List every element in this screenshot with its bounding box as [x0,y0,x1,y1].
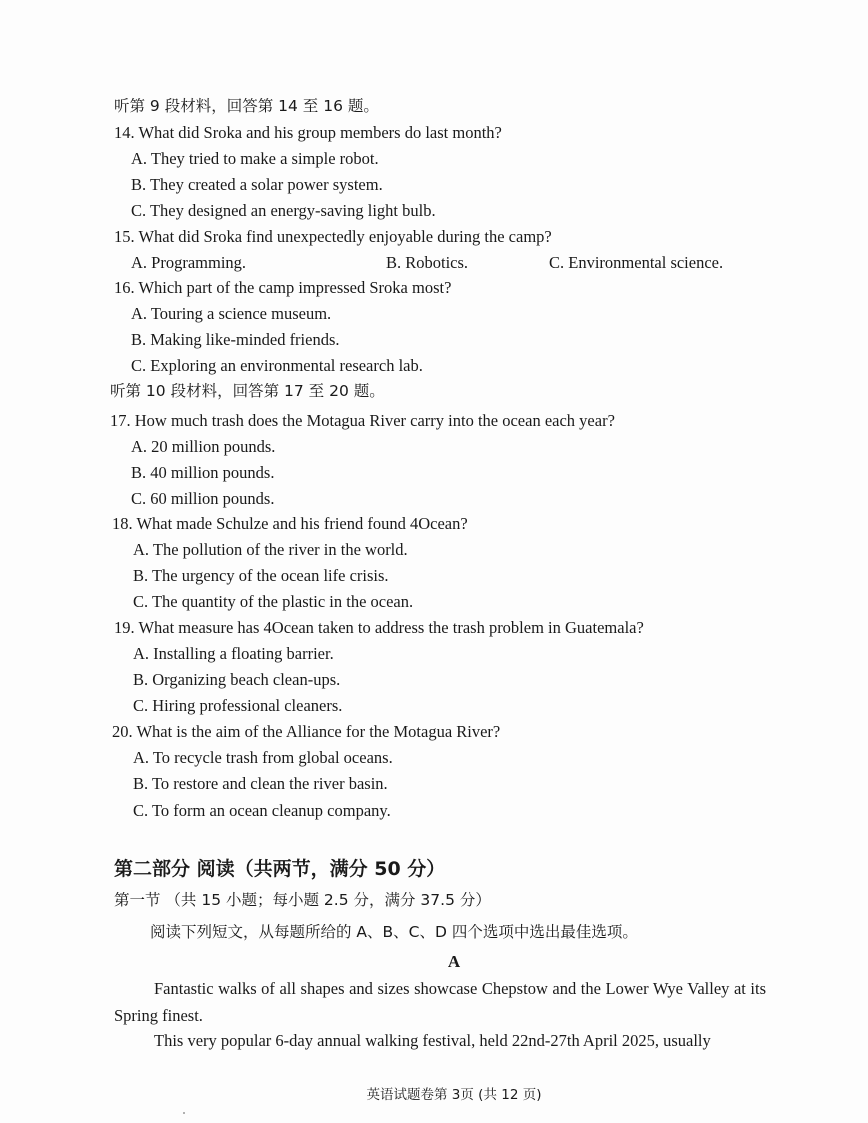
q15-option-a: A. Programming. [131,253,247,272]
reading-instruction: 阅读下列短文，从每题所给的 A、B、C、D 四个选项中选出最佳选项。 [150,923,638,941]
q15-option-c: C. Environmental science. [549,253,724,272]
question-16: 16. Which part of the camp impressed Sroka most? [114,278,452,297]
question-19: 19. What measure has 4Ocean taken to address the trash problem in Guatemala? [114,618,644,637]
q18-option-c: C. The quantity of the plastic in the ocean. [133,592,414,611]
q15-option-b: B. Robotics. [386,253,469,272]
q20-option-c: C. To form an ocean cleanup company. [133,801,391,820]
question-14: 14. What did Sroka and his group members do last month? [114,123,502,142]
passage-label: A [447,952,461,971]
q17-option-c: C. 60 million pounds. [131,489,275,508]
page-footer: 英语试题卷第 3页 (共 12 页) [366,1087,542,1103]
section-10-header: 听第 10 段材料，回答第 17 至 20 题。 [110,382,385,400]
passage-paragraph-1: Fantastic walks of all shapes and sizes showcase Chepstow and the Lower Wye Valley at its Spring finest. [114,979,766,1025]
scan-speck [183,1112,185,1114]
q14-option-c: C. They designed an energy-saving light bulb. [131,201,436,220]
q19-option-c: C. Hiring professional cleaners. [133,696,343,715]
q19-option-a: A. Installing a floating barrier. [133,644,334,663]
q16-option-b: B. Making like-minded friends. [131,330,340,349]
q14-option-b: B. They created a solar power system. [131,175,383,194]
q17-option-b: B. 40 million pounds. [131,463,275,482]
question-18: 18. What made Schulze and his friend found 4Ocean? [112,514,468,533]
part-2-title: 第二部分 阅读（共两节，满分 50 分） [114,858,446,880]
q20-option-b: B. To restore and clean the river basin. [133,774,388,793]
q14-option-a: A. They tried to make a simple robot. [131,149,379,168]
question-15: 15. What did Sroka find unexpectedly enjoyable during the camp? [114,227,552,246]
q18-option-a: A. The pollution of the river in the world. [133,540,408,559]
q17-option-a: A. 20 million pounds. [131,437,276,456]
q16-option-c: C. Exploring an environmental research lab. [131,356,423,375]
section-9-header: 听第 9 段材料，回答第 14 至 16 题。 [114,97,379,115]
q18-option-b: B. The urgency of the ocean life crisis. [133,566,389,585]
part-2-subsection: 第一节 （共 15 小题；每小题 2.5 分，满分 37.5 分） [114,891,491,909]
q16-option-a: A. Touring a science museum. [131,304,332,323]
question-20: 20. What is the aim of the Alliance for the Motagua River? [112,722,501,741]
q19-option-b: B. Organizing beach clean-ups. [133,670,341,689]
passage-paragraph-2: This very popular 6-day annual walking festival, held 22nd-27th April 2025, usually [154,1031,711,1050]
q20-option-a: A. To recycle trash from global oceans. [133,748,393,767]
question-17: 17. How much trash does the Motagua River carry into the ocean each year? [110,411,615,430]
